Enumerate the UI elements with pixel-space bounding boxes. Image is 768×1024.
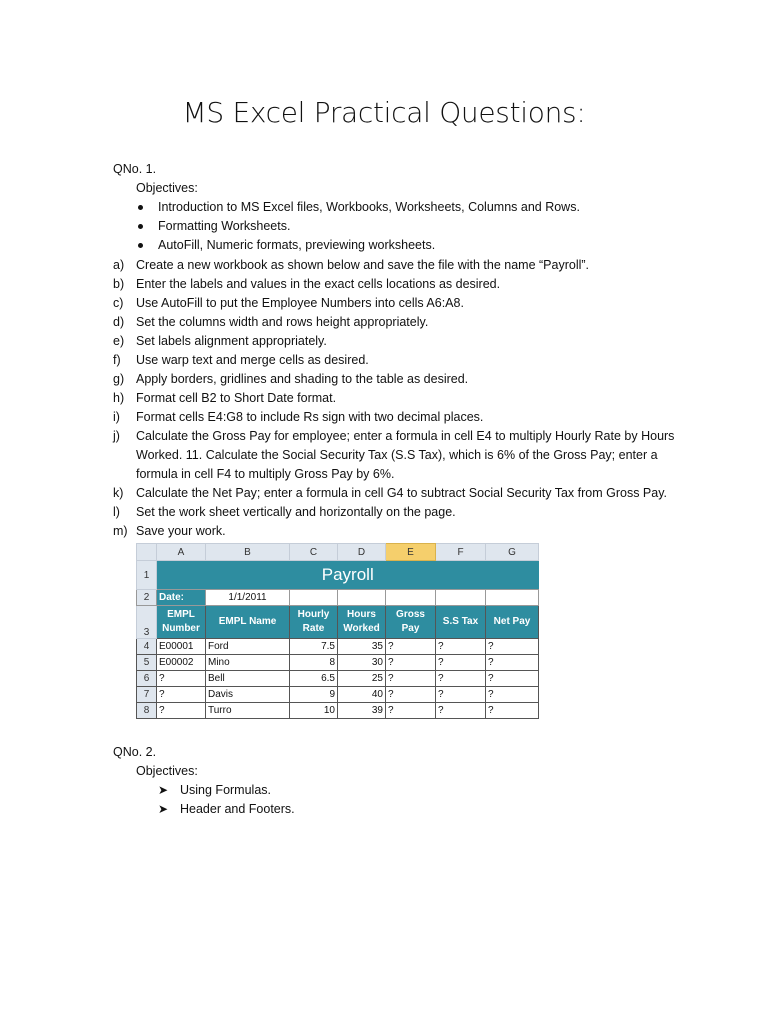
question-1-objectives-label: Objectives: [136, 181, 198, 195]
column-header-b[interactable]: B [206, 544, 290, 561]
header-cell[interactable]: Net Pay [486, 606, 539, 639]
cell[interactable]: 10 [290, 703, 338, 719]
bullet-icon [138, 224, 143, 229]
header-cell[interactable]: EMPL Name [206, 606, 290, 639]
payroll-banner-cell[interactable]: Payroll [157, 561, 539, 590]
cell[interactable]: E00002 [157, 655, 206, 671]
cell[interactable]: ? [386, 703, 436, 719]
header-cell[interactable]: Hours Worked [338, 606, 386, 639]
cell[interactable]: ? [157, 703, 206, 719]
cell[interactable]: E00001 [157, 639, 206, 655]
row-header[interactable]: 6 [137, 671, 157, 687]
cell[interactable]: ? [486, 687, 539, 703]
table-row [137, 655, 539, 671]
cell[interactable]: 9 [290, 687, 338, 703]
column-header-row [137, 544, 539, 561]
question-1-objectives [136, 198, 580, 256]
arrow-bullet-icon: ➤ [158, 802, 169, 816]
step-item: g) Apply borders, gridlines and shading to the table as desired. [113, 372, 469, 386]
cell[interactable]: 39 [338, 703, 386, 719]
row-header[interactable]: 2 [137, 590, 157, 606]
column-header-f[interactable]: F [436, 544, 486, 561]
bullet-icon [138, 205, 143, 210]
question-1-steps [113, 256, 693, 541]
select-all-corner[interactable] [137, 544, 157, 561]
column-header-e[interactable]: E [386, 544, 436, 561]
cell[interactable]: ? [157, 687, 206, 703]
cell[interactable]: 40 [338, 687, 386, 703]
step-item: l) Set the work sheet vertically and horizontally on the page. [113, 505, 456, 519]
cell[interactable]: ? [436, 687, 486, 703]
cell[interactable]: ? [386, 687, 436, 703]
cell[interactable] [386, 590, 436, 606]
table-row [137, 639, 539, 655]
row-header[interactable]: 4 [137, 639, 157, 655]
step-item: a) Create a new workbook as shown below and save the file with the name “Payroll”. [113, 258, 590, 272]
step-item: f) Use warp text and merge cells as desired. [113, 353, 369, 367]
row-header[interactable]: 1 [137, 561, 157, 590]
question-2-label: QNo. 2. [113, 745, 157, 759]
date-label-cell[interactable]: Date: [157, 590, 206, 606]
column-header-g[interactable]: G [486, 544, 539, 561]
step-item: j) Calculate the Gross Pay for employee; enter a formula in cell E4 to multiply Hourly Rate by Hours Worked. 11. Calculate the Social Security Tax (S.S Tax), which is 6% of the Gross Pay; enter a formula in cell F4 to multiply Gross Pay by 6%. [113, 429, 675, 481]
cell[interactable]: 7.5 [290, 639, 338, 655]
row-header[interactable]: 5 [137, 655, 157, 671]
cell[interactable]: 8 [290, 655, 338, 671]
question-2-objectives [158, 781, 295, 819]
page-title: MS Excel Practical Questions: [182, 96, 586, 129]
objective-item: Formatting Worksheets. [136, 217, 580, 236]
header-cell[interactable]: EMPL Number [157, 606, 206, 639]
step-item: h) Format cell B2 to Short Date format. [113, 391, 337, 405]
table-row [137, 687, 539, 703]
step-item: e) Set labels alignment appropriately. [113, 334, 327, 348]
cell[interactable] [290, 590, 338, 606]
arrow-bullet-icon: ➤ [158, 783, 169, 797]
row-header[interactable]: 3 [137, 606, 157, 639]
cell[interactable]: ? [386, 639, 436, 655]
cell[interactable]: ? [486, 639, 539, 655]
cell[interactable]: ? [436, 655, 486, 671]
cell[interactable]: 25 [338, 671, 386, 687]
column-header-d[interactable]: D [338, 544, 386, 561]
cell[interactable]: ? [486, 655, 539, 671]
cell[interactable]: Davis [206, 687, 290, 703]
cell[interactable] [338, 590, 386, 606]
question-1-label: QNo. 1. [113, 162, 157, 176]
cell[interactable]: ? [436, 639, 486, 655]
cell[interactable]: Ford [206, 639, 290, 655]
cell[interactable]: Turro [206, 703, 290, 719]
cell[interactable]: ? [157, 671, 206, 687]
table-row [137, 671, 539, 687]
header-cell[interactable]: S.S Tax [436, 606, 486, 639]
cell[interactable]: 30 [338, 655, 386, 671]
bullet-icon [138, 243, 143, 248]
cell[interactable]: ? [436, 671, 486, 687]
row-header[interactable]: 7 [137, 687, 157, 703]
objective-item: ➤ Using Formulas. [158, 781, 295, 800]
cell[interactable]: ? [386, 671, 436, 687]
cell[interactable]: ? [486, 703, 539, 719]
row-header[interactable]: 8 [137, 703, 157, 719]
step-item: m) Save your work. [113, 524, 226, 538]
cell[interactable] [436, 590, 486, 606]
objective-item: Introduction to MS Excel files, Workbooks, Worksheets, Columns and Rows. [136, 198, 580, 217]
table-row [137, 703, 539, 719]
cell[interactable]: Mino [206, 655, 290, 671]
step-item: b) Enter the labels and values in the exact cells locations as desired. [113, 277, 501, 291]
objective-item: ➤ Header and Footers. [158, 800, 295, 819]
objective-item: AutoFill, Numeric formats, previewing worksheets. [136, 236, 580, 255]
cell[interactable]: 6.5 [290, 671, 338, 687]
step-item: c) Use AutoFill to put the Employee Numbers into cells A6:A8. [113, 296, 464, 310]
cell[interactable]: ? [436, 703, 486, 719]
column-header-c[interactable]: C [290, 544, 338, 561]
sheet-row-3 [137, 606, 539, 639]
cell[interactable]: ? [386, 655, 436, 671]
header-cell[interactable]: Gross Pay [386, 606, 436, 639]
spreadsheet-grid [136, 543, 539, 719]
sheet-row-2 [137, 590, 539, 606]
column-header-a[interactable]: A [157, 544, 206, 561]
cell[interactable]: ? [486, 671, 539, 687]
payroll-spreadsheet [136, 543, 538, 715]
step-item: i) Format cells E4:G8 to include Rs sign with two decimal places. [113, 410, 484, 424]
cell[interactable] [486, 590, 539, 606]
date-value-cell[interactable]: 1/1/2011 [206, 590, 290, 606]
cell[interactable]: Bell [206, 671, 290, 687]
step-item: d) Set the columns width and rows height appropriately. [113, 315, 429, 329]
header-cell[interactable]: Hourly Rate [290, 606, 338, 639]
question-2-objectives-label: Objectives: [136, 764, 198, 778]
cell[interactable]: 35 [338, 639, 386, 655]
sheet-row-1 [137, 561, 539, 590]
step-item: k) Calculate the Net Pay; enter a formula in cell G4 to subtract Social Security Tax from Gross Pay. [113, 486, 668, 500]
